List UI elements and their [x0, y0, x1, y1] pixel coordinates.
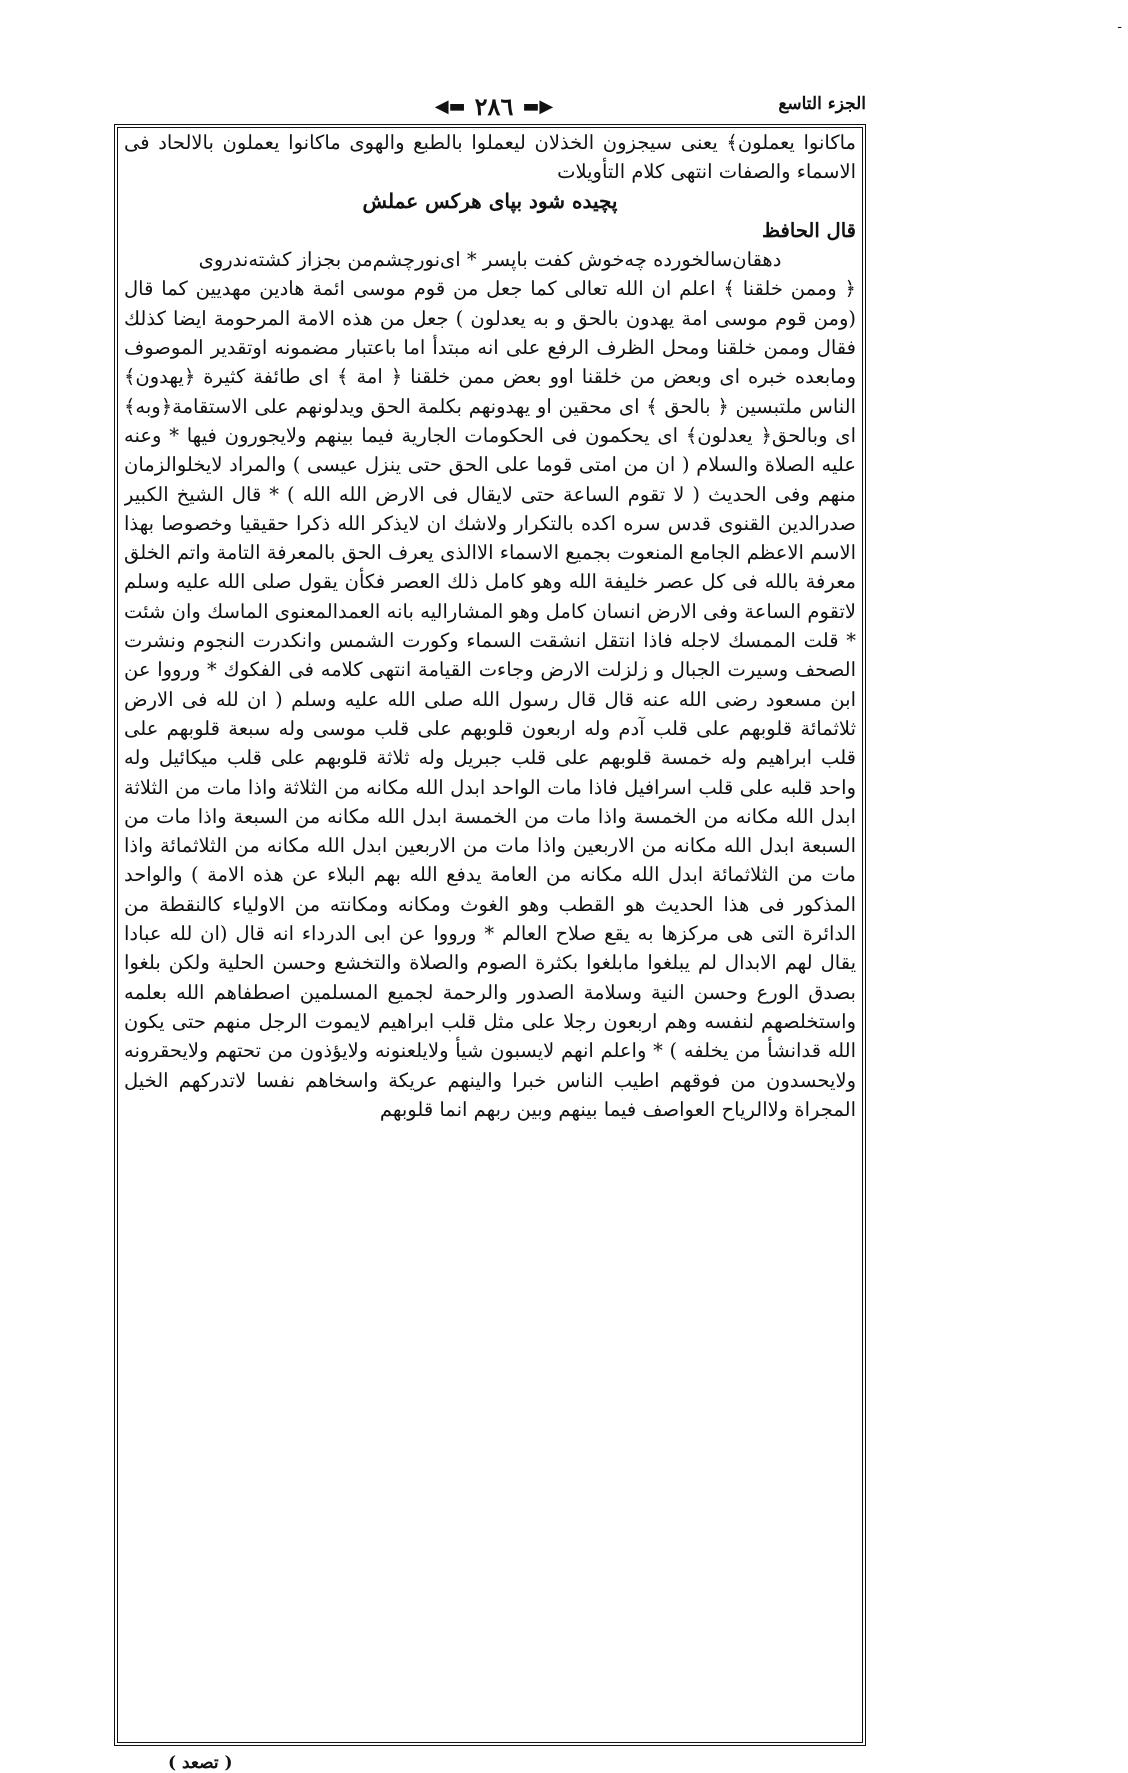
paragraph-main: ﴿ وممن خلقنا ﴾ اعلم ان الله تعالى كما جعل من قوم موسى ائمة هادين مهديين كما قال (ومن قوم موسى امة يهدون بالحق و به يعدلون ) جعل من هذه الامة المرحومة ايضا كذلك فقال وممن خلقنا ومحل الظرف الرفع على انه مبتدأ اما باعتبار مضمونه اوتقدير الموصوف ومابعده خبره اى وبعض من خلقنا اوو بعض ممن خلقنا ﴿ امة ﴾ اى طائفة كثيرة ﴿يهدون﴾ الناس ملتبسين ﴿ بالحق ﴾ اى محقين او يهدونهم بكلمة الحق ويدلونهم على الاستقامة﴿وبه﴾ اى وبالحق﴿ يعدلون﴾ اى يحكمون فى الحكومات الجارية فيما بينهم ولايجورون فيها * وعنه عليه الصلاة والسلام ( ان من امتى قوما على الحق حتى ينزل عيسى ) والمراد لايخلوالزمان منهم وفى الحديث ( لا تقوم الساعة حتى لايقال فى الارض الله الله ) * قال الشيخ الكبير صدرالدين القنوى قدس سره اكده بالتكرار ولاشك ان لايذكر الله ذكرا حقيقيا وخصوصا بهذا الاسم الاعظم الجامع المنعوت بجميع الاسماء الاالذى يعرف الحق بالمعرفة التامة واتم الخلق معرفة بالله فى كل عصر خليفة الله وهو كامل ذلك العصر فكأن يقول صلى الله عليه وسلم لاتقوم الساعة وفى الارض انسان كامل وهو المشاراليه بانه العمدالمعنوى الماسك وان شئت * قلت الممسك لاجله فاذا انتقل انشقت السماء وكورت الشمس وانكدرت النجوم ونشرت الصحف وسيرت الجبال و زلزلت الارض وجاءت القيامة انتهى كلامه فى الفكوك * ورووا عن ابن مسعود رضى الله عنه قال قال رسول الله صلى الله عليه وسلم ( ان لله فى الارض ثلاثمائة قلوبهم على قلب آدم وله اربعون قلوبهم على قلب موسى وله سبعة قلوبهم على قلب ابراهيم وله خمسة قلوبهم على قلب جبريل وله ثلاثة قلوبهم على قلب ميكائيل وله واحد قلبه على قلب اسرافيل فاذا مات الواحد ابدل الله مكانه من الثلاثة واذا مات من الثلاثة ابدل الله مكانه من الخمسة واذا مات من الخمسة ابدل الله مكانه من السبعة واذا مات من السبعة ابدل الله مكانه من الاربعين واذا مات من الاربعين ابدل الله مكانه من الثلاثمائة واذا مات من الثلاثمائة ابدل الله مكانه من العامة يدفع الله بهم البلاء عن هذه الامة ) والواحد المذكور فى هذا الحديث هو القطب وهو الغوث ومكانه ومكانته من الاولياء كالنقطة من الدائرة التى هى مركزها به يقع صلاح العالم * ورووا عن ابى الدرداء انه قال (ان لله عبادا يقال لهم الابدال لم يبلغوا مابلغوا بكثرة الصوم والصلاة والتخشع وحسن الحلية ولكن بلغوا بصدق الورع وحسن النية وسلامة الصدور والرحمة لجميع المسلمين اصطفاهم الله بعلمه واستخلصهم لنفسه وهم اربعون رجلا على مثل قلب ابراهيم لايموت الرجل منهم حتى يكون الله قدانشأ من يخلفه ) * واعلم انهم لايسبون شيأ ولايلعنونه ولايؤذون من تحتهم ولايحقرونه ولايحسدون من فوقهم اطيب الناس خبرا والينهم عريكة واسخاهم نفسا لاتدركهم الخيل المجراة ولاالرياح العواصف فيما بينهم وبين ربهم انما قلوبهم: [124, 277, 856, 1121]
page-number: ٢٨٦: [474, 92, 514, 121]
page-header: [114, 92, 866, 122]
running-title: الجزء التاسع: [778, 94, 866, 114]
ornament-right: ▬▶: [522, 96, 554, 117]
paragraph-opening: ماكانوا يعملون﴾ يعنى سيجزون الخذلان ليعملوا بالطبع والهوى ماكانوا يعملون بالالحاد فى الاسماء والصفات انتهى كلام التأويلات: [124, 131, 856, 184]
stray-mark: -: [1117, 19, 1122, 35]
attribution: قال الحافظ: [762, 218, 856, 242]
persian-verse: پچيده شود بپاى هركس عملش: [362, 188, 618, 213]
main-text-block: [124, 128, 856, 1740]
persian-couplet: دهقان‌سالخورده چه‌خوش كفت باپسر * اى‌نورچشم‌من بجزاز كشته‌ندروى: [198, 248, 782, 272]
page-number-group: [424, 92, 564, 120]
ornament-left: ◀▬: [434, 96, 466, 117]
catchword: ( تصعد ): [168, 1753, 233, 1773]
